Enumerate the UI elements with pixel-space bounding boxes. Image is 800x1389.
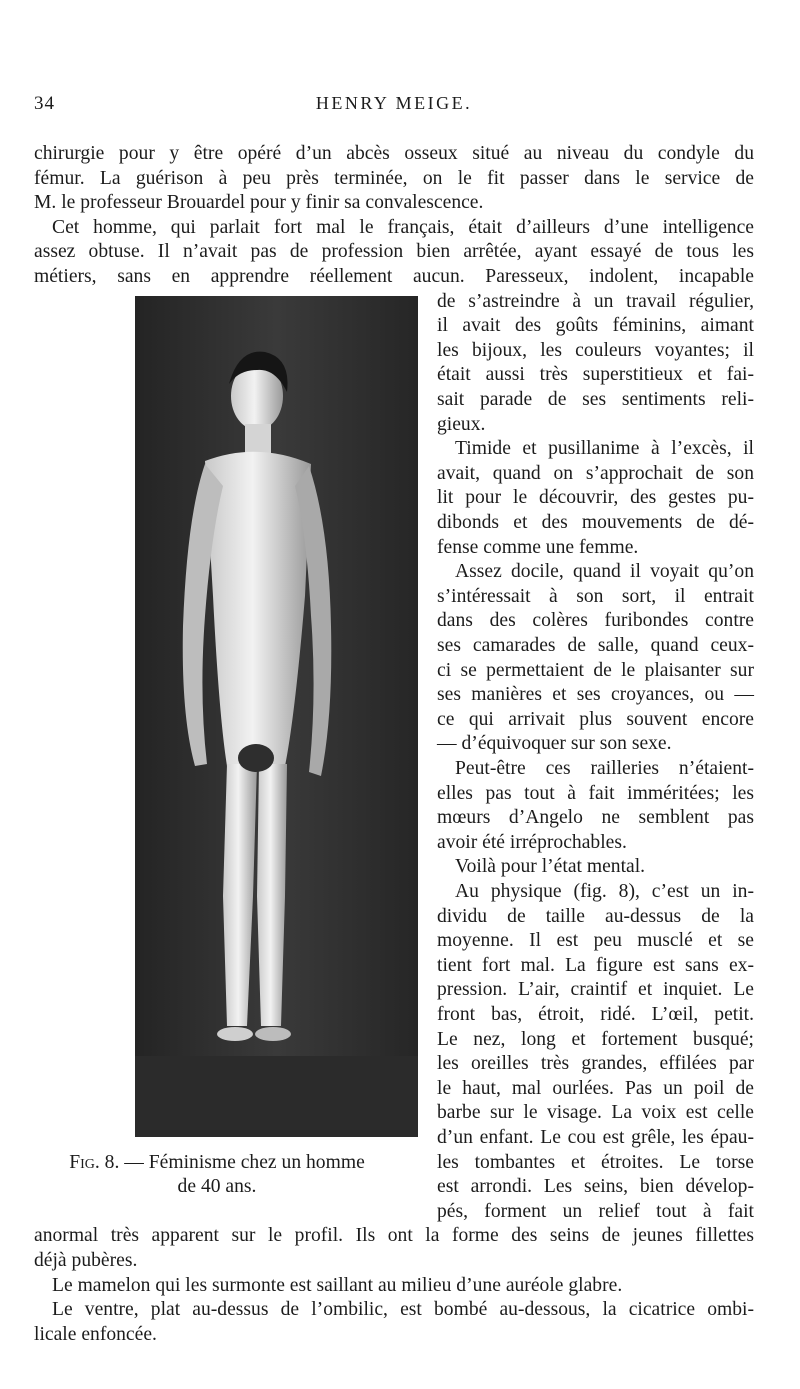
text-line: assez obtuse. Il n’avait pas de profession bien arrêtée, ayant essayé de tous les: [34, 241, 754, 263]
text-line: front bas, étroit, ridé. L’œil, petit.: [437, 1004, 754, 1025]
text-line: M. le professeur Brouardel pour y finir sa convalescence.: [34, 192, 484, 214]
text-line: barbe sur le visage. La voix est celle: [437, 1102, 754, 1124]
text-line: chirurgie pour y être opéré d’un abcès osseux situé au niveau du condyle du: [34, 143, 754, 164]
figure-photograph: [135, 296, 418, 1137]
text-line: Cet homme, qui parlait fort mal le français, était d’ailleurs d’une intelligence: [52, 216, 754, 238]
text-line: métiers, sans en apprendre réellement aucun. Paresseux, indolent, incapable: [34, 266, 754, 287]
text-line: les tombantes et étroites. Le torse: [437, 1151, 754, 1173]
text-line: sait parade de ses sentiments reli-: [437, 389, 754, 410]
text-line: pés, forment un relief tout à fait: [437, 1200, 754, 1222]
text-line: Voilà pour l’état mental.: [455, 856, 646, 878]
text-line: ses camarades de salle, quand ceux-: [437, 635, 754, 656]
text-line: dividu de taille au-dessus de la: [437, 905, 754, 927]
text-line: Le ventre, plat au-dessus de l’ombilic, est bombé au-dessous, la cicatrice ombi-: [52, 1299, 754, 1321]
text-line: avait, quand on s’approchait de son: [437, 462, 754, 484]
text-line: dans des colères furibondes contre: [437, 610, 754, 632]
text-line: gieux.: [437, 413, 486, 435]
figure-caption-text: — Féminisme chez un homme: [124, 1151, 365, 1173]
text-line: les bijoux, les couleurs voyantes; il: [437, 339, 754, 361]
text-line: déjà pubères.: [34, 1250, 138, 1271]
text-line: avoir été irréprochables.: [437, 831, 627, 853]
running-head: HENRY MEIGE.: [315, 93, 473, 113]
text-line: était aussi très superstitieux et fai-: [437, 364, 754, 386]
figure-label: Fig. 8.: [69, 1151, 120, 1173]
text-line: ce qui arrivait plus souvent encore: [437, 708, 754, 730]
text-line: de s’astreindre à un travail régulier,: [437, 290, 754, 312]
text-line: Le nez, long et fortement busqué;: [437, 1028, 754, 1050]
standing-figure-illustration: [135, 296, 418, 1056]
text-line: elles pas tout à fait imméritées; les: [437, 782, 754, 804]
text-line: il avait des goûts féminins, aimant: [437, 315, 754, 337]
text-line: anormal très apparent sur le profil. Ils ont la forme des seins de jeunes fillettes: [34, 1225, 754, 1247]
text-line: Timide et pusillanime à l’excès, il: [455, 438, 754, 460]
text-line: s’intéressait à son sort, il entrait: [437, 585, 754, 607]
text-line: licale enfoncée.: [34, 1323, 157, 1345]
text-line: fense comme une femme.: [437, 536, 639, 558]
text-line: ci se permettaient de le plaisanter sur: [437, 659, 754, 681]
page-header: [34, 93, 754, 123]
figure-caption-line2: de 40 ans.: [177, 1176, 257, 1198]
text-line: mœurs d’Angelo ne semblent pas: [437, 807, 754, 829]
text-line: moyenne. Il est peu musclé et se: [437, 930, 754, 952]
text-line: ses manières et ses croyances, ou —: [437, 684, 754, 706]
text-line: lit pour le découvrir, des gestes pu-: [437, 487, 754, 509]
text-line: dibonds et des mouvements de dé-: [437, 512, 754, 533]
text-line: tient fort mal. La figure est sans ex-: [437, 954, 754, 976]
text-line: Peut-être ces railleries n’étaient-: [455, 758, 754, 779]
figure-caption: [52, 1151, 382, 1176]
text-line: — d’équivoquer sur son sexe.: [437, 733, 672, 755]
text-line: Le mamelon qui les surmonte est saillant au milieu d’une auréole glabre.: [52, 1274, 623, 1296]
text-line: pression. L’air, craintif et inquiet. Le: [437, 979, 754, 1001]
text-line: le haut, mal ourlées. Pas un poil de: [437, 1077, 754, 1099]
text-line: Assez docile, quand il voyait qu’on: [455, 561, 754, 583]
text-line: est arrondi. Les seins, bien dévelop-: [437, 1176, 754, 1198]
page-number: 34: [34, 93, 55, 114]
text-line: les oreilles très grandes, effilées par: [437, 1053, 754, 1075]
text-line: fémur. La guérison à peu près terminée, on le fit passer dans le service de: [34, 167, 754, 189]
text-line: d’un enfant. Le cou est grêle, les épau-: [437, 1127, 754, 1148]
text-line: Au physique (fig. 8), c’est un in-: [455, 881, 754, 902]
